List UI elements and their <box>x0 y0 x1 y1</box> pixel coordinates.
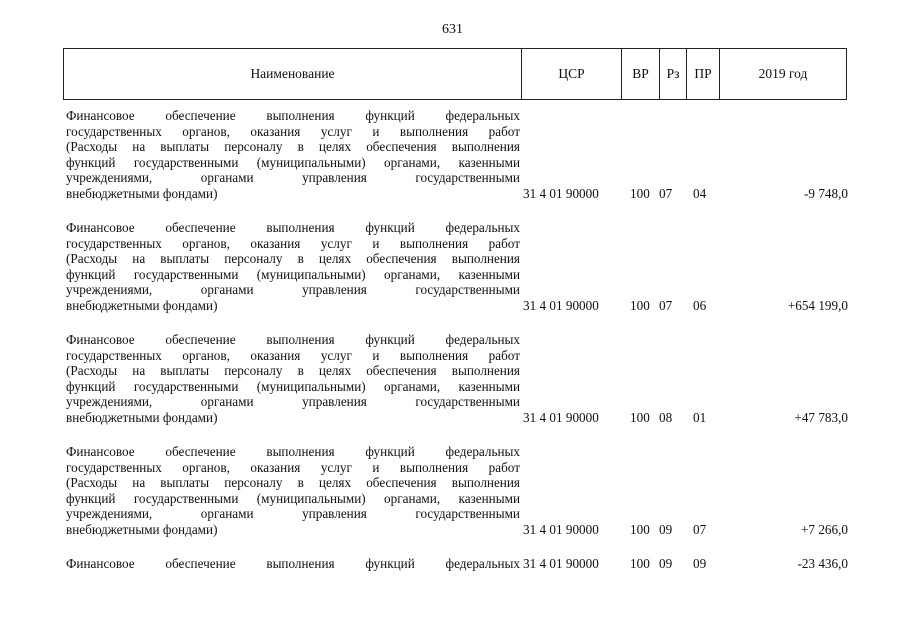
row-pr: 01 <box>693 410 707 425</box>
row-amount: -9 748,0 <box>804 186 848 201</box>
row-amount: +7 266,0 <box>801 522 848 537</box>
row-rz: 09 <box>659 556 673 571</box>
row-pr: 06 <box>693 298 707 313</box>
row-name-line: Финансовое обеспечение выполнения функций федеральных <box>66 332 520 347</box>
header-csr: ЦСР <box>522 49 622 99</box>
row-name-line: (Расходы на выплаты персоналу в целях обеспечения выполнения <box>66 475 520 491</box>
header-rz: Рз <box>660 49 687 99</box>
row-vr: 100 <box>630 410 650 425</box>
row-name-line: учреждениями, органами управления государственными <box>66 282 520 298</box>
row-name-line: Финансовое обеспечение выполнения функций федеральных <box>66 444 520 459</box>
row-name-line: учреждениями, органами управления государственными <box>66 170 520 186</box>
row-amount: +654 199,0 <box>787 298 848 313</box>
row-name-line: функций государственными (муниципальными) органами, казенными <box>66 154 520 170</box>
row-name-line: внебюджетными фондами) <box>66 409 218 425</box>
row-name <box>66 332 520 426</box>
row-csr: 31 4 01 90000 <box>523 298 599 313</box>
row-name-line: Финансовое обеспечение выполнения функций федеральных <box>66 108 520 123</box>
row-name-line: государственных органов, оказания услуг и выполнения работ <box>66 459 520 475</box>
row-rz: 07 <box>659 298 673 313</box>
row-name-line: функций государственными (муниципальными) органами, казенными <box>66 490 520 506</box>
row-name-line: (Расходы на выплаты персоналу в целях обеспечения выполнения <box>66 251 520 267</box>
row-name <box>66 556 520 572</box>
row-name-line: функций государственными (муниципальными) органами, казенными <box>66 378 520 394</box>
row-name-line: внебюджетными фондами) <box>66 185 218 201</box>
row-amount: +47 783,0 <box>794 410 848 425</box>
row-pr: 07 <box>693 522 707 537</box>
row-name <box>66 108 520 202</box>
header-pr: ПР <box>687 49 720 99</box>
row-name-line: Финансовое обеспечение выполнения функций федеральных <box>66 220 520 235</box>
row-rz: 09 <box>659 522 673 537</box>
header-vr: ВР <box>622 49 660 99</box>
row-vr: 100 <box>630 186 650 201</box>
row-name-line: государственных органов, оказания услуг и выполнения работ <box>66 347 520 363</box>
row-vr: 100 <box>630 298 650 313</box>
row-rz: 07 <box>659 186 673 201</box>
row-name <box>66 220 520 314</box>
row-name-line: внебюджетными фондами) <box>66 297 218 313</box>
row-csr: 31 4 01 90000 <box>523 556 599 571</box>
row-pr: 04 <box>693 186 707 201</box>
row-name-line: учреждениями, органами управления государственными <box>66 394 520 410</box>
row-amount: -23 436,0 <box>797 556 848 571</box>
row-csr: 31 4 01 90000 <box>523 410 599 425</box>
row-vr: 100 <box>630 556 650 571</box>
row-name-line: внебюджетными фондами) <box>66 521 218 537</box>
header-name: Наименование <box>64 49 522 99</box>
row-name-line: государственных органов, оказания услуг и выполнения работ <box>66 123 520 139</box>
row-csr: 31 4 01 90000 <box>523 522 599 537</box>
page-number: 631 <box>442 22 463 37</box>
table-header <box>63 48 847 100</box>
row-name-line: (Расходы на выплаты персоналу в целях обеспечения выполнения <box>66 139 520 155</box>
row-name-line: функций государственными (муниципальными) органами, казенными <box>66 266 520 282</box>
row-name-line: Финансовое обеспечение выполнения функций федеральных <box>66 556 520 571</box>
header-year: 2019 год <box>758 66 808 81</box>
row-pr: 09 <box>693 556 707 571</box>
row-name-line: (Расходы на выплаты персоналу в целях обеспечения выполнения <box>66 363 520 379</box>
row-vr: 100 <box>630 522 650 537</box>
row-name-line: учреждениями, органами управления государственными <box>66 506 520 522</box>
row-name-line: государственных органов, оказания услуг и выполнения работ <box>66 235 520 251</box>
row-rz: 08 <box>659 410 673 425</box>
row-name <box>66 444 520 538</box>
row-csr: 31 4 01 90000 <box>523 186 599 201</box>
